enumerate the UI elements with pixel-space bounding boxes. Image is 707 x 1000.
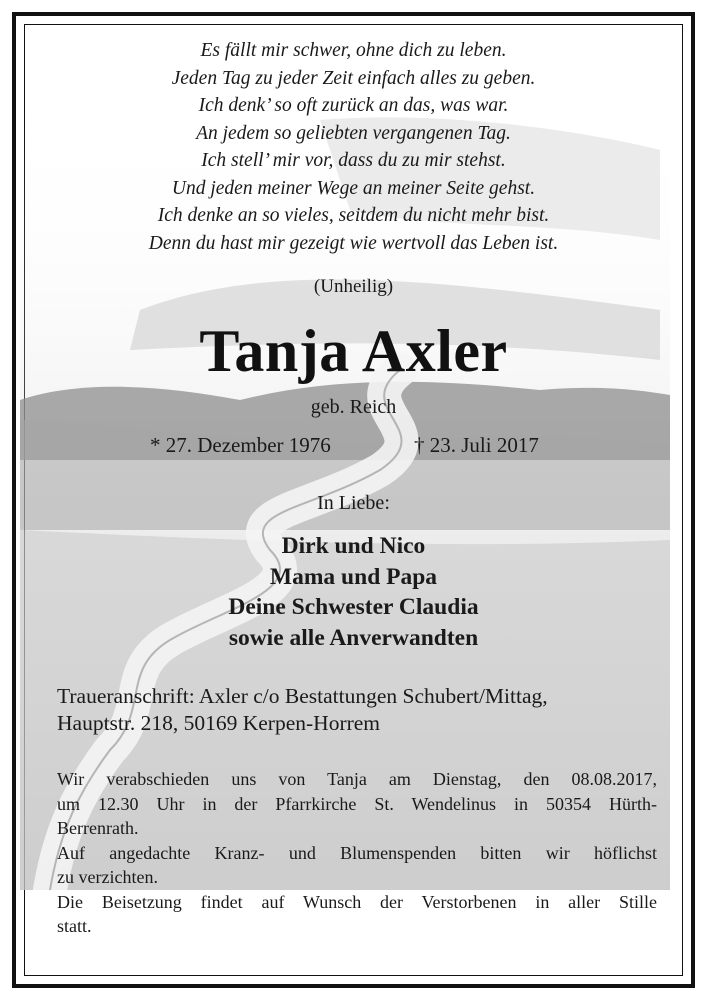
poem-line: Ich denke an so vieles, seitdem du nicht mehr bist. (157, 205, 550, 226)
in-love-heading: In Liebe: (317, 492, 390, 514)
poem-attribution: (Unheilig) (313, 276, 394, 297)
notice-line: statt. (57, 916, 92, 936)
notice-line: Die Beisetzung findet auf Wunsch der Verstorbenen in aller Stille (57, 891, 657, 912)
notice-line: um 12.30 Uhr in der Pfarrkirche St. Wendelinus in 50354 Hürth- (57, 793, 657, 814)
mourner-line: Deine Schwester Claudia (228, 594, 479, 620)
poem (0, 37, 707, 257)
poem-line: An jedem so geliebten vergangenen Tag. (196, 122, 511, 144)
address-line: Hauptstr. 218, 50169 Kerpen-Horrem (57, 711, 381, 735)
address-line: Traueranschrift: Axler c/o Bestattungen Schubert/Mittag, (57, 684, 548, 708)
funeral-notice (57, 767, 657, 939)
mourners-list (0, 531, 707, 653)
poem-line: Und jeden meiner Wege an meiner Seite gehst. (171, 177, 536, 199)
notice-line: Berrenrath. (57, 818, 139, 838)
mourner-line: Dirk und Nico (281, 533, 426, 559)
notice-line: Wir verabschieden uns von Tanja am Dienstag, den 08.08.2017, (57, 769, 657, 789)
deceased-name: Tanja Axler (199, 318, 508, 384)
maiden-name: geb. Reich (310, 396, 397, 418)
poem-line: Jeden Tag zu jeder Zeit einfach alles zu geben. (171, 67, 536, 89)
poem-line: Denn du hast mir gezeigt wie wertvoll das Leben ist. (148, 232, 559, 254)
mourner-line: Mama und Papa (269, 563, 438, 590)
poem-line: Ich stell’ mir vor, dass du zu mir stehst. (201, 150, 506, 171)
death-date: † 23. Juli 2017 (414, 433, 539, 457)
birth-date: * 27. Dezember 1976 (150, 433, 331, 457)
poem-line: Es fällt mir schwer, ohne dich zu leben. (200, 40, 507, 61)
poem-line: Ich denk’ so oft zurück an das, was war. (198, 95, 509, 116)
mourning-address (57, 683, 667, 737)
notice-line: Auf angedachte Kranz- und Blumenspenden bitten wir höflichst (57, 842, 657, 863)
mourner-line: sowie alle Anverwandten (228, 624, 479, 651)
notice-line: zu verzichten. (57, 867, 158, 887)
